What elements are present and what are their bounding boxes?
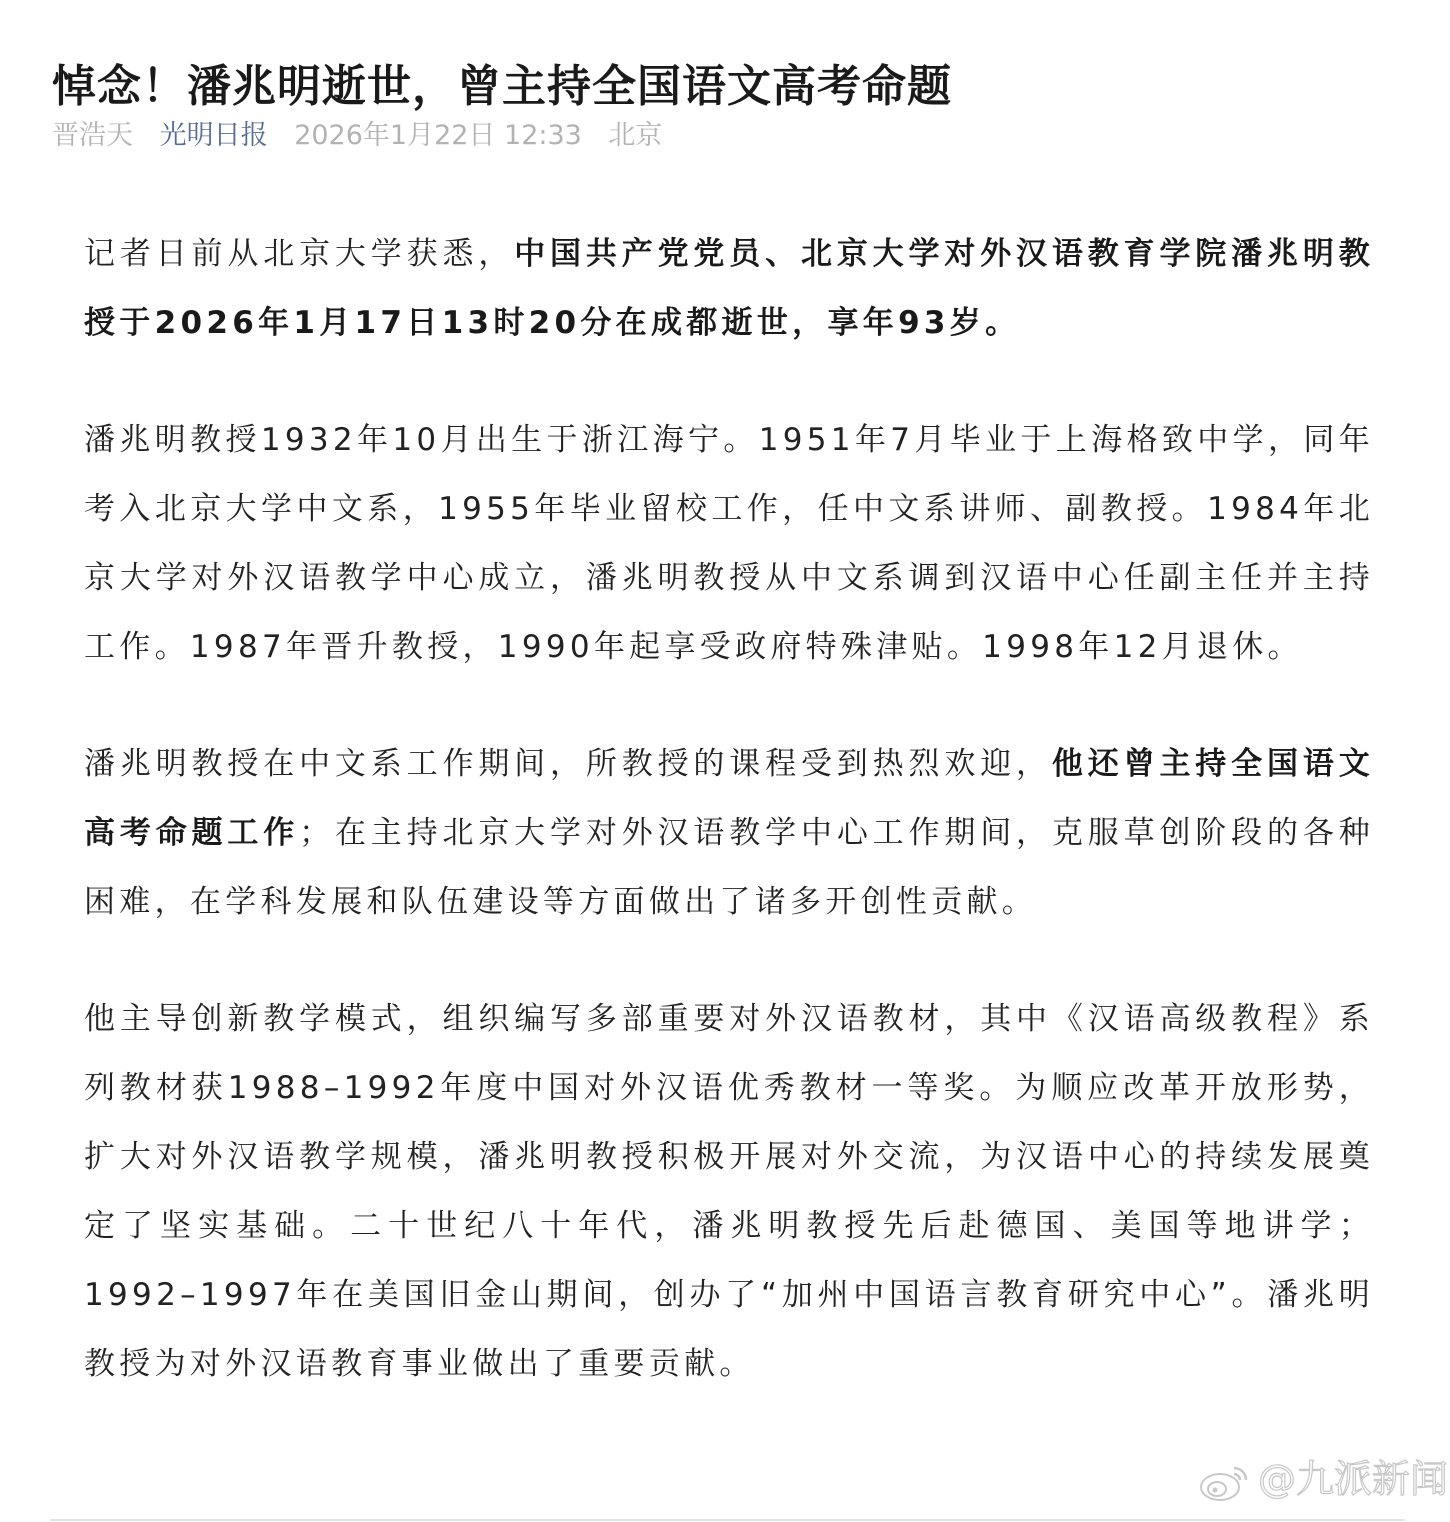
- author-name: 晋浩天: [52, 120, 133, 151]
- publish-location: 北京: [608, 120, 663, 151]
- paragraph-text: ；在主持北京大学对外汉语教学中心工作期间，克服草创阶段的各种困难，在学科发展和队伍建设等方面做出了诸多开创性贡献。: [84, 815, 1374, 920]
- paragraph-3: [84, 730, 1374, 937]
- publish-datetime: 2026年1月22日 12:33: [294, 120, 582, 151]
- watermark: [1198, 1456, 1448, 1502]
- paragraph-text: 记者日前从北京大学获悉，: [84, 236, 515, 272]
- paragraph-2: [84, 406, 1374, 682]
- paragraph-highlight: 他还曾主持全国语文高考命题工作: [84, 746, 1374, 851]
- weibo-icon: [1198, 1462, 1252, 1502]
- paragraph-highlight: 中国共产党党员、北京大学对外汉语教育学院潘兆明教授于2026年1月17日13时20分在成都逝世，享年93岁。: [84, 236, 1374, 341]
- paragraph-4: [84, 985, 1374, 1399]
- article-meta: [52, 116, 680, 156]
- paragraph-text: 他主导创新教学模式，组织编写多部重要对外汉语教材，其中《汉语高级教程》系列教材获1988–1992年度中国对外汉语优秀教材一等奖。为顺应改革开放形势，扩大对外汉语教学规模，潘兆明教授积极开展对外交流，为汉语中心的持续发展奠定了坚实基础。二十世纪八十年代，潘兆明教授先后赴德国、美国等地讲学；1992–1997年在美国旧金山期间，创办了“加州中国语言教育研究中心”。潘兆明教授为对外汉语教育事业做出了重要贡献。: [84, 1001, 1374, 1382]
- watermark-text: @九派新闻: [1258, 1457, 1449, 1501]
- article-body: [84, 220, 1374, 1447]
- divider: [50, 1519, 1405, 1521]
- paragraph-1: [84, 220, 1374, 358]
- paragraph-text: 潘兆明教授在中文系工作期间，所教授的课程受到热烈欢迎，: [84, 746, 1052, 782]
- source-link[interactable]: 光明日报: [159, 120, 268, 151]
- paragraph-text: 潘兆明教授1932年10月出生于浙江海宁。1951年7月毕业于上海格致中学，同年考入北京大学中文系，1955年毕业留校工作，任中文系讲师、副教授。1984年北京大学对外汉语教学中心成立，潘兆明教授从中文系调到汉语中心任副主任并主持工作。1987年晋升教授，1990年起享受政府特殊津贴。1998年12月退休。: [84, 422, 1374, 665]
- article-title: 悼念！潘兆明逝世，曾主持全国语文高考命题: [52, 61, 952, 113]
